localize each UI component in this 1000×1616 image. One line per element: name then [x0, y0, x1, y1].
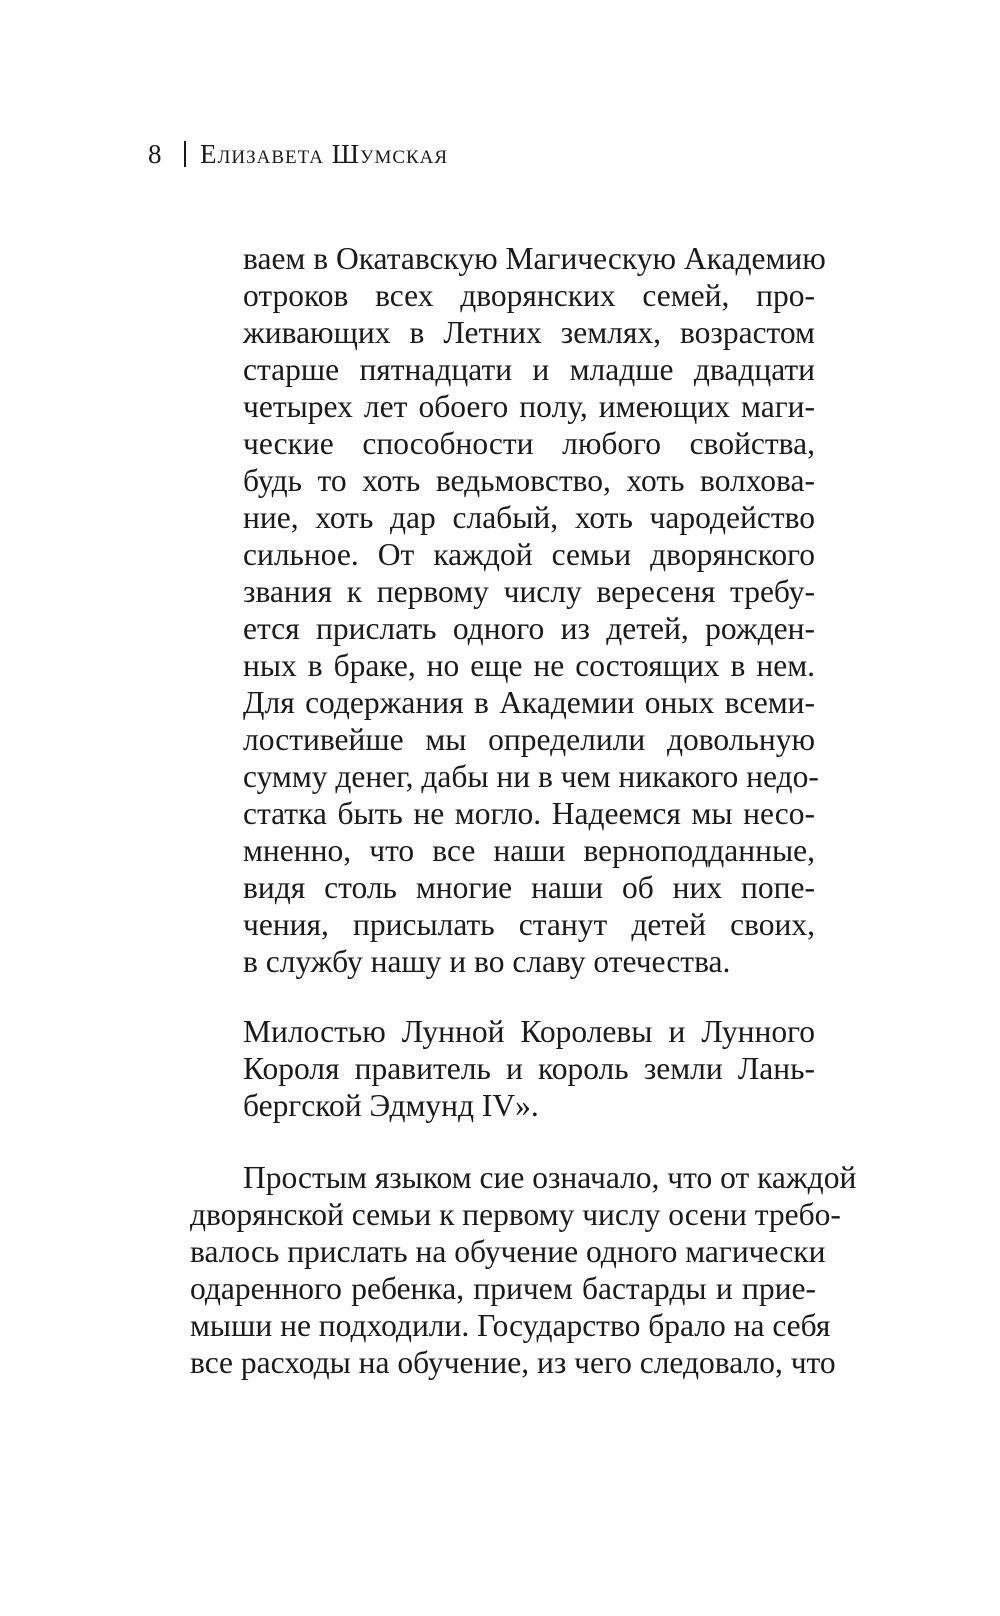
- paragraph-line: одаренного ребенка, причем бастарды и прие-: [190, 1271, 816, 1306]
- quote-line: видя столь многие наши об них попе-: [243, 870, 815, 905]
- signature-line: Короля правитель и король земли Лань-: [243, 1051, 815, 1086]
- quote-line: живающих в Летних землях, возрастом: [243, 315, 815, 350]
- quote-line: ческие способности любого свойства,: [243, 426, 815, 461]
- paragraph-line: дворянской семьи к первому числу осени требо-: [190, 1197, 841, 1232]
- quote-line: в службу нашу и во славу отечества.: [243, 944, 731, 979]
- quote-line: отроков всех дворянских семей, про-: [243, 278, 815, 313]
- quote-line: старше пятнадцати и младше двадцати: [243, 352, 815, 387]
- author-name: Елизавета Шумская: [200, 138, 449, 169]
- quote-line: ние, хоть дар слабый, хоть чародейство: [243, 500, 815, 535]
- quote-line: ваем в Окатавскую Магическую Академию: [243, 241, 826, 276]
- quote-line: ных в браке, но еще не состоящих в нем.: [243, 648, 815, 683]
- quote-line: сумму денег, дабы ни в чем никакого недо-: [243, 759, 819, 794]
- quote-line: будь то хоть ведьмовство, хоть волхова-: [243, 463, 815, 498]
- paragraph-line: все расходы на обучение, из чего следовало, что: [190, 1345, 836, 1380]
- page-number: 8: [148, 138, 162, 169]
- header-separator: [184, 141, 186, 167]
- running-header: [148, 136, 448, 172]
- signature-line: бергской Эдмунд IV».: [243, 1088, 539, 1123]
- quote-line: четырех лет обоего полу, имеющих маги-: [243, 389, 815, 424]
- quote-line: ется прислать одного из детей, рожден-: [243, 611, 815, 646]
- quote-line: лостивейше мы определили довольную: [243, 722, 815, 757]
- signature-line: Милостью Лунной Королевы и Лунного: [243, 1014, 815, 1049]
- quote-line: чения, присылать станут детей своих,: [243, 907, 815, 942]
- paragraph-line: Простым языком сие означало, что от каждой: [243, 1160, 857, 1195]
- paragraph-line: валось прислать на обучение одного магически: [190, 1234, 826, 1269]
- paragraph-line: мыши не подходили. Государство брало на себя: [190, 1308, 831, 1343]
- quote-line: статка быть не могло. Надеемся мы несо-: [243, 796, 815, 831]
- quote-line: звания к первому числу вересеня требу-: [243, 574, 815, 609]
- quote-line: сильное. От каждой семьи дворянского: [243, 537, 815, 572]
- quote-line: мненно, что все наши верноподданные,: [243, 833, 815, 868]
- quote-line: Для содержания в Академии оных всеми-: [243, 685, 815, 720]
